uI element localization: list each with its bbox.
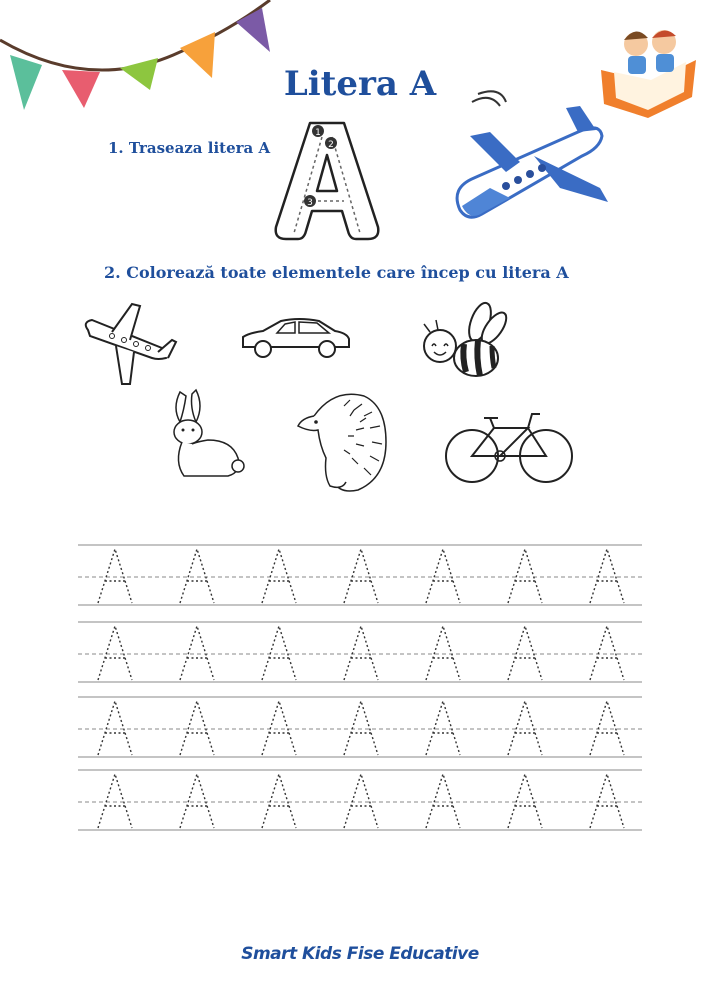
tracing-letter-a[interactable] xyxy=(590,626,624,680)
tracing-letter-a[interactable] xyxy=(426,549,460,603)
tracing-row xyxy=(78,543,642,609)
tracing-letter-a[interactable] xyxy=(508,701,542,755)
tracing-letter-a[interactable] xyxy=(262,774,296,828)
tracing-row xyxy=(78,620,642,686)
airplane-color-illustration xyxy=(450,92,620,232)
rabbit-outline-illustration xyxy=(158,388,248,483)
tracing-letter-a[interactable] xyxy=(344,549,378,603)
task-1-label: 1. Traseaza litera A xyxy=(108,139,271,157)
tracing-letter-a[interactable] xyxy=(508,549,542,603)
tracing-letter-a[interactable] xyxy=(344,626,378,680)
tracing-letter-a[interactable] xyxy=(344,774,378,828)
stroke-number-2: 2 xyxy=(328,140,334,150)
tracing-row xyxy=(78,768,642,834)
stroke-number-3: 3 xyxy=(307,198,313,208)
tracing-letter-a[interactable] xyxy=(262,626,296,680)
airplane-outline-illustration xyxy=(82,300,182,390)
tracing-letter-a[interactable] xyxy=(180,701,214,755)
bunting-flag xyxy=(236,8,270,52)
tracing-letter-a[interactable] xyxy=(98,774,132,828)
hedgehog-outline-illustration xyxy=(294,386,394,496)
page-title: Litera A xyxy=(283,64,437,104)
stroke-number-1: 1 xyxy=(315,128,321,138)
tracing-letter-a[interactable] xyxy=(426,626,460,680)
task-2-label: 2. Colorează toate elementele care încep cu litera A xyxy=(104,263,569,282)
tracing-letter-a[interactable] xyxy=(508,626,542,680)
model-letter-a xyxy=(272,115,382,245)
tracing-letter-a[interactable] xyxy=(344,701,378,755)
tracing-letter-a[interactable] xyxy=(180,549,214,603)
tracing-letter-a[interactable] xyxy=(590,774,624,828)
tracing-letter-a[interactable] xyxy=(426,774,460,828)
tracing-letter-a[interactable] xyxy=(180,626,214,680)
tracing-letter-a[interactable] xyxy=(590,549,624,603)
car-outline-illustration xyxy=(239,315,354,365)
tracing-letter-a[interactable] xyxy=(262,701,296,755)
tracing-letter-a[interactable] xyxy=(508,774,542,828)
tracing-letter-a[interactable] xyxy=(262,549,296,603)
tracing-row xyxy=(78,695,642,761)
tracing-letter-a[interactable] xyxy=(590,701,624,755)
footer-brand: Smart Kids Fise Educative xyxy=(241,944,479,964)
tracing-letter-a[interactable] xyxy=(98,626,132,680)
tracing-letter-a[interactable] xyxy=(98,549,132,603)
bicycle-outline-illustration xyxy=(444,408,574,488)
tracing-letter-a[interactable] xyxy=(426,701,460,755)
tracing-letter-a[interactable] xyxy=(98,701,132,755)
tracing-letter-a[interactable] xyxy=(180,774,214,828)
bee-outline-illustration xyxy=(412,302,512,382)
